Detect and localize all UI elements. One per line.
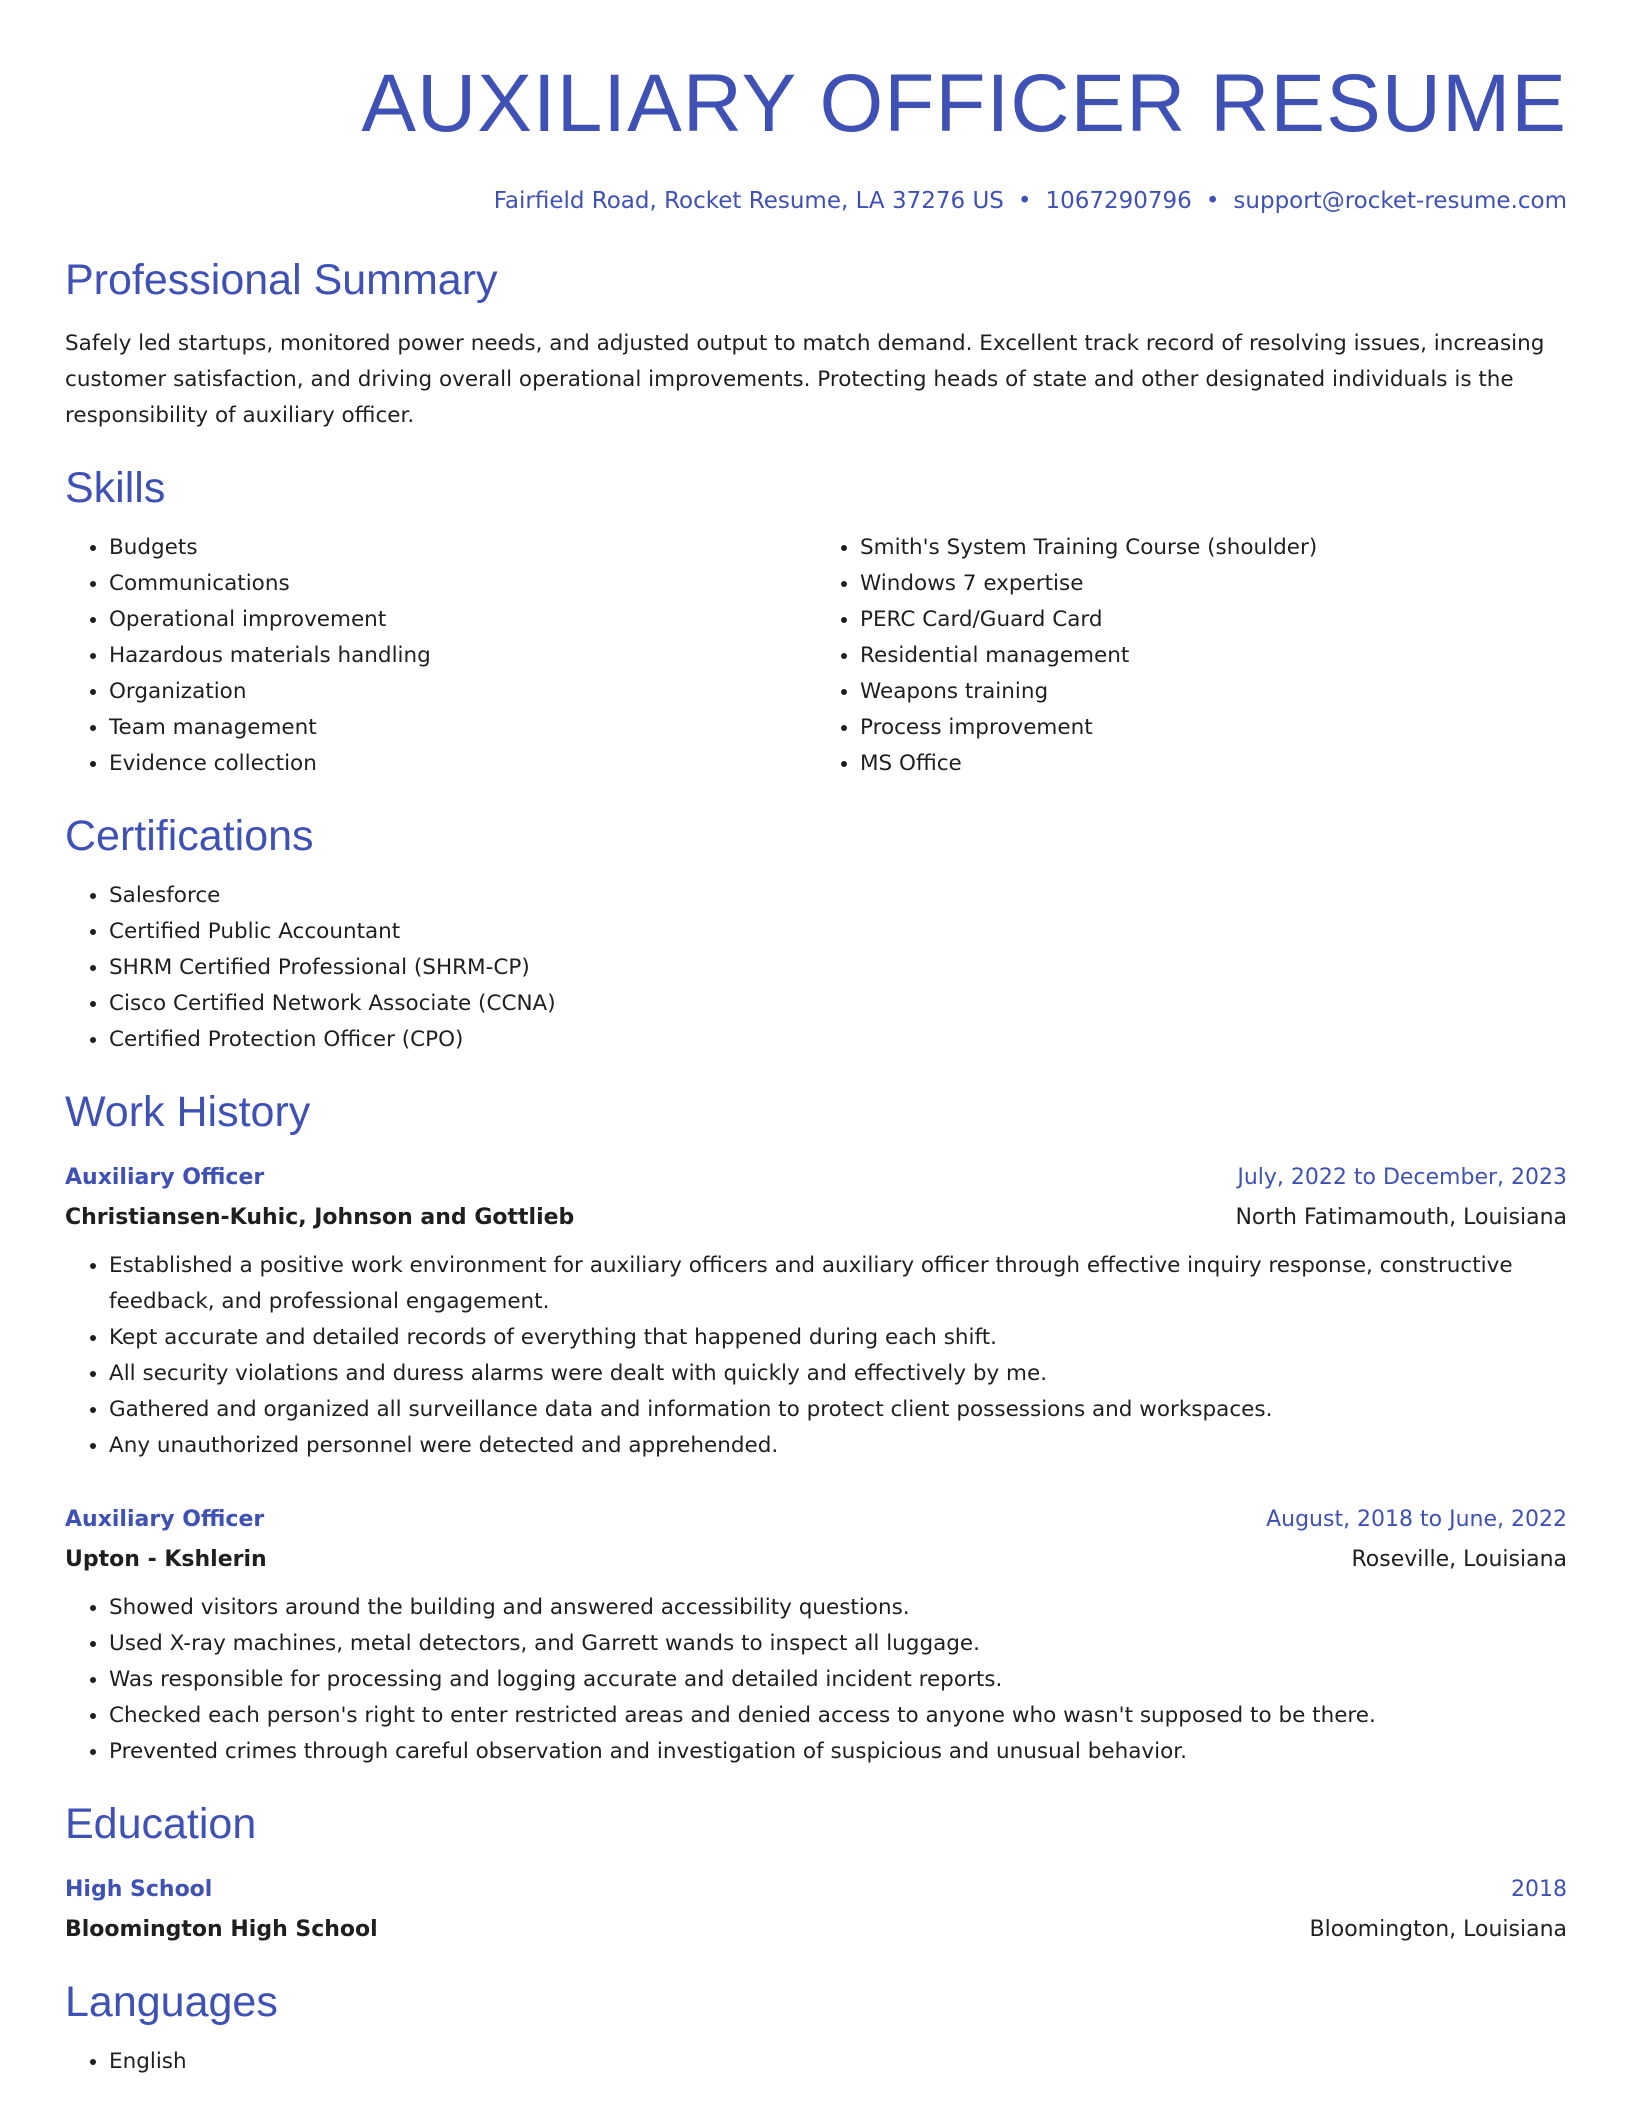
- contact-separator: •: [1205, 188, 1220, 214]
- list-item: • Smith's System Training Course (shoulder): [860, 530, 1567, 566]
- job-entry: [65, 1158, 1567, 1464]
- contact-email[interactable]: support@rocket-resume.com: [1233, 188, 1567, 214]
- list-item: • English: [109, 2044, 1567, 2080]
- list-item: • All security violations and duress alarms were dealt with quickly and effectively by me.: [109, 1356, 1567, 1392]
- list-item: • Cisco Certified Network Associate (CCNA): [109, 986, 1567, 1022]
- list-item: • Hazardous materials handling: [109, 638, 816, 674]
- job-bullets: [65, 1248, 1567, 1464]
- list-item: • Checked each person's right to enter restricted areas and denied access to anyone who wasn't supposed to be there.: [109, 1698, 1567, 1734]
- job-bullets: [65, 1590, 1567, 1770]
- job-entry: [65, 1500, 1567, 1770]
- list-item: • Salesforce: [109, 878, 1567, 914]
- list-item: • Established a positive work environment for auxiliary officers and auxiliary officer through effective inquiry response, constructive feedback, and professional engagement.: [109, 1248, 1567, 1320]
- list-item: • Process improvement: [860, 710, 1567, 746]
- list-item: • Operational improvement: [109, 602, 816, 638]
- list-item: • Weapons training: [860, 674, 1567, 710]
- education-school-row: [65, 1910, 1567, 1950]
- job-title: Auxiliary Officer: [65, 1507, 265, 1532]
- job-header-row: [65, 1500, 1567, 1540]
- education-degree: High School: [65, 1877, 213, 1902]
- certifications-list: [65, 878, 1567, 1058]
- list-item: • Certified Public Accountant: [109, 914, 1567, 950]
- resume-header: [65, 0, 1567, 216]
- education-school: Bloomington High School: [65, 1917, 378, 1942]
- list-item: • Windows 7 expertise: [860, 566, 1567, 602]
- list-item: • Used X-ray machines, metal detectors, and Garrett wands to inspect all luggage.: [109, 1626, 1567, 1662]
- list-item: • Team management: [109, 710, 816, 746]
- list-item: • Residential management: [860, 638, 1567, 674]
- job-title: Auxiliary Officer: [65, 1165, 265, 1190]
- list-item: • Communications: [109, 566, 816, 602]
- job-employer: Christiansen-Kuhic, Johnson and Gottlieb: [65, 1205, 575, 1230]
- contact-address: Fairfield Road, Rocket Resume, LA 37276 US: [493, 188, 1004, 214]
- list-item: • Evidence collection: [109, 746, 816, 782]
- section-title-work-history: Work History: [65, 1088, 311, 1136]
- education-header-row: [65, 1870, 1567, 1910]
- summary-text: Safely led startups, monitored power needs, and adjusted output to match demand. Excellent track record of resolving issues, increasing customer satisfaction, and driving overall operational improvements. Protecting heads of state and other designated individuals is the responsibility of auxiliary officer.: [65, 331, 1545, 428]
- section-title-education: Education: [65, 1800, 257, 1848]
- education-year: 2018: [1511, 1877, 1567, 1902]
- job-employer-row: [65, 1198, 1567, 1238]
- contact-line: [65, 186, 1567, 216]
- skills-columns: [65, 530, 1567, 782]
- job-location: Roseville, Louisiana: [1351, 1547, 1567, 1572]
- job-dates: July, 2022 to December, 2023: [1237, 1165, 1567, 1190]
- skills-list-right: [816, 530, 1567, 782]
- list-item: • Was responsible for processing and logging accurate and detailed incident reports.: [109, 1662, 1567, 1698]
- list-item: • Kept accurate and detailed records of everything that happened during each shift.: [109, 1320, 1567, 1356]
- education-location: Bloomington, Louisiana: [1309, 1917, 1567, 1942]
- contact-separator: •: [1017, 188, 1032, 214]
- job-employer: Upton - Kshlerin: [65, 1547, 267, 1572]
- education-entry: [65, 1870, 1567, 1950]
- section-title-summary: Professional Summary: [65, 256, 498, 304]
- list-item: • Certified Protection Officer (CPO): [109, 1022, 1567, 1058]
- list-item: • Budgets: [109, 530, 816, 566]
- list-item: • PERC Card/Guard Card: [860, 602, 1567, 638]
- job-location: North Fatimamouth, Louisiana: [1235, 1205, 1567, 1230]
- list-item: • Prevented crimes through careful observation and investigation of suspicious and unusual behavior.: [109, 1734, 1567, 1770]
- list-item: • Organization: [109, 674, 816, 710]
- section-title-certifications: Certifications: [65, 812, 314, 860]
- list-item: • Any unauthorized personnel were detected and apprehended.: [109, 1428, 1567, 1464]
- job-header-row: [65, 1158, 1567, 1198]
- section-title-languages: Languages: [65, 1978, 278, 2026]
- list-item: • Showed visitors around the building and answered accessibility questions.: [109, 1590, 1567, 1626]
- resume-title: AUXILIARY OFFICER RESUME: [361, 58, 1567, 149]
- job-dates: August, 2018 to June, 2022: [1266, 1507, 1567, 1532]
- contact-phone: 1067290796: [1045, 188, 1192, 214]
- list-item: • SHRM Certified Professional (SHRM-CP): [109, 950, 1567, 986]
- list-item: • MS Office: [860, 746, 1567, 782]
- skills-list-left: [65, 530, 816, 782]
- job-employer-row: [65, 1540, 1567, 1580]
- list-item: • Gathered and organized all surveillance data and information to protect client possessions and workspaces.: [109, 1392, 1567, 1428]
- section-title-skills: Skills: [65, 464, 166, 512]
- languages-list: [65, 2044, 1567, 2080]
